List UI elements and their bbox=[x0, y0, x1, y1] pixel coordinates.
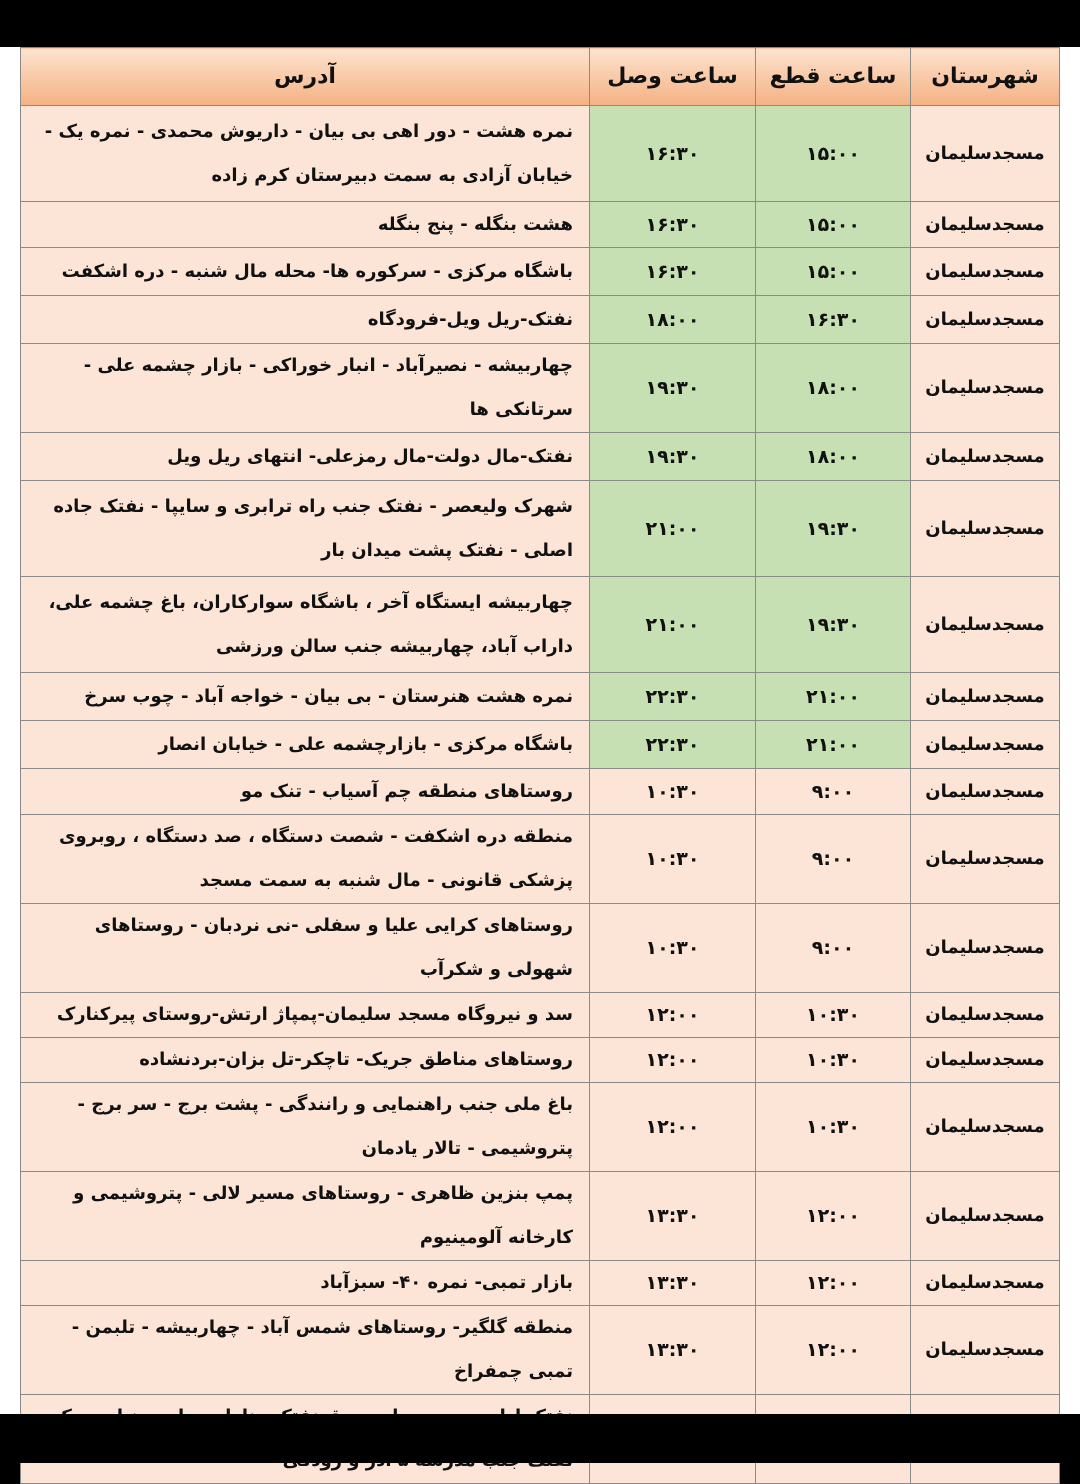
table-row bbox=[21, 248, 1060, 296]
cell-address: روستاهای منطقه چم آسیاب - تنک مو bbox=[21, 769, 590, 815]
table-row bbox=[21, 993, 1060, 1038]
header-connect-time: ساعت وصل bbox=[590, 48, 756, 106]
header-address: آدرس bbox=[21, 48, 590, 106]
cell-cut-time: ۱۹:۳۰ bbox=[756, 481, 911, 577]
table-row bbox=[21, 344, 1060, 433]
cell-cut-time: ۹:۰۰ bbox=[756, 769, 911, 815]
cell-city: مسجدسلیمان bbox=[911, 815, 1060, 904]
header-row bbox=[21, 48, 1060, 106]
cell-connect-time: ۱۰:۳۰ bbox=[590, 815, 756, 904]
cell-city: مسجدسلیمان bbox=[911, 1083, 1060, 1172]
cell-connect-time: ۱۳:۳۰ bbox=[590, 1306, 756, 1395]
table-body bbox=[21, 106, 1060, 1484]
table-row bbox=[21, 1172, 1060, 1261]
cell-city: مسجدسلیمان bbox=[911, 673, 1060, 721]
table-row bbox=[21, 433, 1060, 481]
cell-address: نفتک-مال دولت-مال رمزعلی- انتهای ریل ویل bbox=[21, 433, 590, 481]
header-city: شهرستان bbox=[911, 48, 1060, 106]
cell-city: مسجدسلیمان bbox=[911, 1038, 1060, 1083]
table-row bbox=[21, 577, 1060, 673]
cell-city: مسجدسلیمان bbox=[911, 106, 1060, 202]
cell-city: مسجدسلیمان bbox=[911, 1306, 1060, 1395]
table-row bbox=[21, 106, 1060, 202]
cell-cut-time: ۱۵:۰۰ bbox=[756, 106, 911, 202]
cell-city: مسجدسلیمان bbox=[911, 904, 1060, 993]
table-row bbox=[21, 296, 1060, 344]
cell-address: پمپ بنزین ظاهری - روستاهای مسیر لالی - پتروشیمی و کارخانه آلومینیوم bbox=[21, 1172, 590, 1261]
cell-connect-time: ۲۲:۳۰ bbox=[590, 673, 756, 721]
table-row bbox=[21, 673, 1060, 721]
cell-cut-time: ۱۲:۰۰ bbox=[756, 1261, 911, 1306]
cell-address: سد و نیروگاه مسجد سلیمان-پمپاژ ارتش-روستای پیرکنارک bbox=[21, 993, 590, 1038]
cell-connect-time: ۱۸:۰۰ bbox=[590, 296, 756, 344]
table-row bbox=[21, 815, 1060, 904]
cell-address: نمره هشت هنرستان - بی بیان - خواجه آباد - چوب سرخ bbox=[21, 673, 590, 721]
top-black-bar bbox=[0, 0, 1080, 47]
cell-connect-time: ۲۱:۰۰ bbox=[590, 481, 756, 577]
table-row bbox=[21, 481, 1060, 577]
table-row bbox=[21, 721, 1060, 769]
cell-address: نمره هشت - دور اهی بی بیان - داریوش محمدی - نمره یک - خیابان آزادی به سمت دبیرستان کرم زاده bbox=[21, 106, 590, 202]
cell-connect-time: ۱۶:۳۰ bbox=[590, 106, 756, 202]
table-row bbox=[21, 769, 1060, 815]
cell-connect-time: ۱۰:۳۰ bbox=[590, 769, 756, 815]
cell-connect-time: ۱۶:۳۰ bbox=[590, 248, 756, 296]
cell-address: منطقه گلگیر- روستاهای شمس آباد - چهاربیشه - تلبمن - تمبی چمفراخ bbox=[21, 1306, 590, 1395]
header-cut-time: ساعت قطع bbox=[756, 48, 911, 106]
cell-cut-time: ۱۲:۰۰ bbox=[756, 1306, 911, 1395]
cell-connect-time: ۱۲:۰۰ bbox=[590, 993, 756, 1038]
schedule-sheet bbox=[0, 47, 1080, 1414]
cell-cut-time: ۱۰:۳۰ bbox=[756, 1083, 911, 1172]
cell-city: مسجدسلیمان bbox=[911, 248, 1060, 296]
cell-city: مسجدسلیمان bbox=[911, 769, 1060, 815]
cell-connect-time: ۱۹:۳۰ bbox=[590, 344, 756, 433]
cell-connect-time: ۱۰:۳۰ bbox=[590, 904, 756, 993]
cell-address: منطقه دره اشکفت - شصت دستگاه ، صد دستگاه ، روبروی پزشکی قانونی - مال شنبه به سمت مسجد bbox=[21, 815, 590, 904]
cell-connect-time: ۱۲:۰۰ bbox=[590, 1083, 756, 1172]
cell-city: مسجدسلیمان bbox=[911, 344, 1060, 433]
table-row bbox=[21, 1083, 1060, 1172]
cell-cut-time: ۱۶:۳۰ bbox=[756, 296, 911, 344]
cell-city: مسجدسلیمان bbox=[911, 577, 1060, 673]
cell-city: مسجدسلیمان bbox=[911, 1172, 1060, 1261]
cell-cut-time: ۱۰:۳۰ bbox=[756, 1038, 911, 1083]
cell-address: روستاهای مناطق جریک- تاچکر-تل بزان-بردنشاده bbox=[21, 1038, 590, 1083]
cell-address: نفتک-ریل ویل-فرودگاه bbox=[21, 296, 590, 344]
cell-address: بازار تمبی- نمره ۴۰- سبزآباد bbox=[21, 1261, 590, 1306]
cell-address: شهرک ولیعصر - نفتک جنب راه ترابری و سایپا - نفتک جاده اصلی - نفتک پشت میدان بار bbox=[21, 481, 590, 577]
bottom-black-bar bbox=[0, 1414, 1080, 1463]
cell-cut-time: ۱۸:۰۰ bbox=[756, 344, 911, 433]
cell-cut-time: ۱۲:۰۰ bbox=[756, 1172, 911, 1261]
cell-address: باغ ملی جنب راهنمایی و رانندگی - پشت برج - سر برج - پتروشیمی - تالار یادمان bbox=[21, 1083, 590, 1172]
cell-cut-time: ۹:۰۰ bbox=[756, 815, 911, 904]
cell-cut-time: ۱۸:۰۰ bbox=[756, 433, 911, 481]
table-row bbox=[21, 202, 1060, 248]
cell-city: مسجدسلیمان bbox=[911, 721, 1060, 769]
cell-connect-time: ۲۱:۰۰ bbox=[590, 577, 756, 673]
cell-connect-time: ۱۲:۰۰ bbox=[590, 1038, 756, 1083]
cell-city: مسجدسلیمان bbox=[911, 202, 1060, 248]
cell-city: مسجدسلیمان bbox=[911, 1261, 1060, 1306]
cell-connect-time: ۲۲:۳۰ bbox=[590, 721, 756, 769]
outage-schedule-table bbox=[20, 47, 1060, 1484]
table-row bbox=[21, 904, 1060, 993]
cell-address: باشگاه مرکزی - بازارچشمه علی - خیابان انصار bbox=[21, 721, 590, 769]
cell-city: مسجدسلیمان bbox=[911, 296, 1060, 344]
cell-connect-time: ۱۳:۳۰ bbox=[590, 1172, 756, 1261]
cell-cut-time: ۹:۰۰ bbox=[756, 904, 911, 993]
cell-address: روستاهای کرایی علیا و سفلی -نی نردبان - روستاهای شهولی و شکرآب bbox=[21, 904, 590, 993]
cell-connect-time: ۱۹:۳۰ bbox=[590, 433, 756, 481]
cell-address: چهاربیشه - نصیرآباد - انبار خوراکی - بازار چشمه علی - سرتانکی ها bbox=[21, 344, 590, 433]
table-row bbox=[21, 1038, 1060, 1083]
cell-city: مسجدسلیمان bbox=[911, 433, 1060, 481]
cell-cut-time: ۱۹:۳۰ bbox=[756, 577, 911, 673]
cell-cut-time: ۲۱:۰۰ bbox=[756, 721, 911, 769]
cell-cut-time: ۱۰:۳۰ bbox=[756, 993, 911, 1038]
cell-connect-time: ۱۳:۳۰ bbox=[590, 1261, 756, 1306]
cell-address: چهاربیشه ایستگاه آخر ، باشگاه سوارکاران، باغ چشمه علی، داراب آباد، چهاربیشه جنب سالن ورزشی bbox=[21, 577, 590, 673]
table-row bbox=[21, 1261, 1060, 1306]
cell-city: مسجدسلیمان bbox=[911, 993, 1060, 1038]
cell-cut-time: ۲۱:۰۰ bbox=[756, 673, 911, 721]
table-row bbox=[21, 1306, 1060, 1395]
cell-cut-time: ۱۵:۰۰ bbox=[756, 202, 911, 248]
cell-cut-time: ۱۵:۰۰ bbox=[756, 248, 911, 296]
cell-connect-time: ۱۶:۳۰ bbox=[590, 202, 756, 248]
cell-city: مسجدسلیمان bbox=[911, 481, 1060, 577]
cell-address: هشت بنگله - پنج بنگله bbox=[21, 202, 590, 248]
cell-address: باشگاه مرکزی - سرکوره ها- محله مال شنبه - دره اشکفت bbox=[21, 248, 590, 296]
